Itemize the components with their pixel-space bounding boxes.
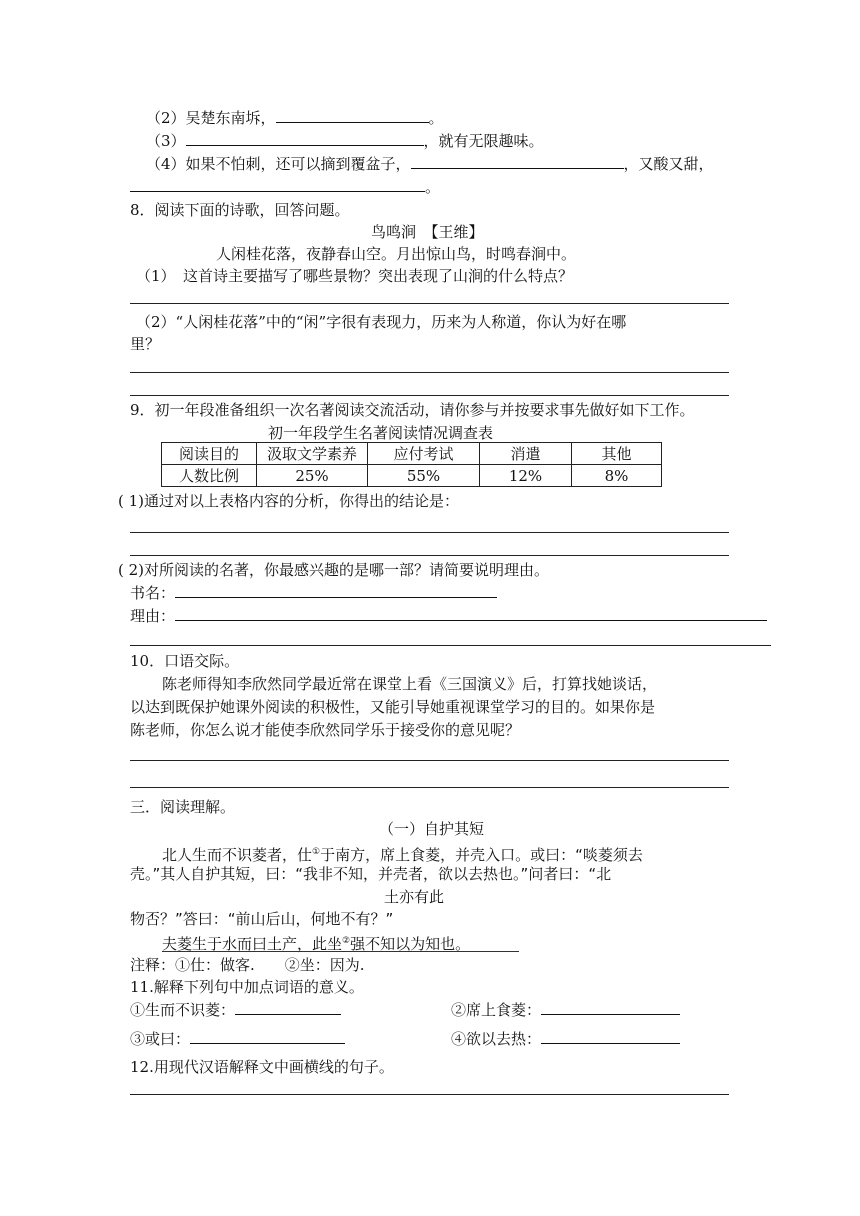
- q7-item4-suffix: ，又酸又甜，: [623, 155, 714, 173]
- passage-line2: 壳。”其人自护其短，曰：“我非不知，并壳者，欲以去热也。”问者曰：“北: [130, 865, 612, 883]
- answer-blank[interactable]: [276, 108, 429, 123]
- reason-field[interactable]: [175, 606, 767, 621]
- poem-body: 人闲桂花落，夜静春山空。月出惊山鸟，时鸣春涧中。: [216, 245, 577, 263]
- q11-item2: [451, 1000, 680, 1020]
- passage-text: 夫菱生于水而曰土产，此坐: [162, 935, 343, 953]
- q7-item3-suffix: ，就有无限趣味。: [423, 132, 544, 150]
- table-title: 初一年段学生名著阅读情况调查表: [268, 424, 494, 442]
- survey-table: [161, 442, 662, 487]
- section-heading: 三．阅读理解。: [130, 798, 236, 816]
- footnote-marker: ①: [312, 847, 321, 857]
- table-cell: 阅读目的: [162, 443, 257, 465]
- answer-line[interactable]: [130, 303, 729, 304]
- sentence-underline: [162, 951, 519, 952]
- answer-line[interactable]: [130, 645, 771, 646]
- q7-item4: [146, 154, 714, 174]
- q11-item1: [130, 1000, 341, 1020]
- q7-item2-suffix: 。: [428, 109, 444, 127]
- reason-row: [130, 606, 767, 626]
- table-cell: 55%: [368, 465, 480, 487]
- answer-line[interactable]: [130, 372, 729, 373]
- answer-line[interactable]: [130, 1094, 729, 1095]
- answer-line[interactable]: [130, 787, 729, 788]
- q9-stem: 9．初一年段准备组织一次名著阅读交流活动，请你参与并按要求事先做好如下工作。: [130, 401, 695, 419]
- q10-stem: 10．口语交际。: [130, 652, 240, 670]
- q9-sub1: ( 1)通过对以上表格内容的分析，你得出的结论是：: [118, 492, 460, 510]
- reason-label: 理由：: [130, 607, 176, 625]
- q7-item3: [146, 131, 544, 151]
- passage-line4: 物否？”答曰：“前山后山，何地不有？”: [130, 910, 394, 928]
- passage-text: 强不知以为知也。: [350, 935, 471, 953]
- table-cell: 8%: [572, 465, 662, 487]
- table-cell: 汲取文学素养: [257, 443, 368, 465]
- q11-stem: 11.解释下列句中加点词语的意义。: [130, 978, 364, 996]
- q10-para-line3: 陈老师，你怎么说才能使李欣然同学乐于接受你的意见呢？: [130, 721, 521, 739]
- poem-title: 鸟鸣涧 【王维】: [371, 223, 484, 241]
- q10-para-line2: 以达到既保护她课外阅读的积极性，又能引导她重视课堂学习的目的。如果你是: [130, 698, 656, 716]
- answer-blank[interactable]: [541, 1000, 680, 1015]
- table-cell: 25%: [257, 465, 368, 487]
- q9-sub2: ( 2)对所阅读的名著，你最感兴趣的是哪一部？请简要说明理由。: [118, 561, 550, 579]
- q8-sub2-line2: 里？: [130, 335, 161, 353]
- q7-item2-prefix: （2）吴楚东南坼，: [146, 109, 276, 127]
- answer-blank[interactable]: [411, 154, 624, 169]
- passage-line3: 土亦有此: [384, 888, 445, 906]
- q11-item-label: ②席上食菱：: [451, 1001, 542, 1019]
- table-cell: 应付考试: [368, 443, 480, 465]
- q7-item4-line2-suffix: 。: [425, 178, 441, 196]
- passage-text: 于南方，席上食菱，并壳入口。或曰：“啖菱须去: [320, 846, 643, 864]
- answer-blank[interactable]: [235, 1000, 341, 1015]
- table-cell: 消遣: [480, 443, 572, 465]
- q7-item4-line2: [130, 177, 440, 197]
- q11-item-label: ③或曰：: [130, 1030, 191, 1048]
- book-name-field[interactable]: [175, 583, 497, 598]
- q12-stem: 12.用现代汉语解释文中画横线的句子。: [130, 1058, 394, 1076]
- passage-title: （一）自护其短: [379, 820, 485, 838]
- footnotes: 注释：①仕：做客. ②坐：因为.: [130, 956, 365, 974]
- table-cell: 12%: [480, 465, 572, 487]
- q7-item2: [146, 108, 444, 128]
- q7-item4-prefix: （4）如果不怕刺，还可以摘到覆盆子，: [146, 155, 411, 173]
- book-name-row: [130, 583, 497, 603]
- passage-line1: [162, 842, 643, 865]
- q11-item-label: ①生而不识菱：: [130, 1001, 236, 1019]
- answer-blank[interactable]: [186, 131, 424, 146]
- book-label: 书名：: [130, 584, 176, 602]
- table-cell: 人数比例: [162, 465, 257, 487]
- answer-line[interactable]: [130, 760, 729, 761]
- q8-sub2-line1: （2）“人闲桂花落”中的“闲”字很有表现力，历来为人称道，你认为好在哪: [136, 313, 627, 331]
- q11-item4: [451, 1029, 680, 1049]
- answer-blank[interactable]: [190, 1029, 345, 1044]
- q8-stem: 8．阅读下面的诗歌，回答问题。: [130, 201, 350, 219]
- q11-item3: [130, 1029, 345, 1049]
- footnote-marker: ②: [342, 936, 351, 946]
- answer-blank[interactable]: [541, 1029, 680, 1044]
- passage-text: 北人生而不识菱者，仕: [162, 846, 313, 864]
- q11-item-label: ④欲以去热：: [451, 1030, 542, 1048]
- q8-sub1: （1） 这首诗主要描写了哪些景物？突出表现了山涧的什么特点？: [136, 267, 574, 285]
- answer-line[interactable]: [130, 532, 729, 533]
- answer-blank[interactable]: [130, 177, 425, 192]
- answer-line[interactable]: [130, 555, 729, 556]
- q7-item3-prefix: （3）: [146, 132, 186, 150]
- q10-para-line1: 陈老师得知李欣然同学最近常在课堂上看《三国演义》后，打算找她谈话，: [162, 675, 658, 693]
- table-header-row: [162, 443, 662, 465]
- table-cell: 其他: [572, 443, 662, 465]
- table-row: [162, 465, 662, 487]
- answer-line[interactable]: [130, 395, 729, 396]
